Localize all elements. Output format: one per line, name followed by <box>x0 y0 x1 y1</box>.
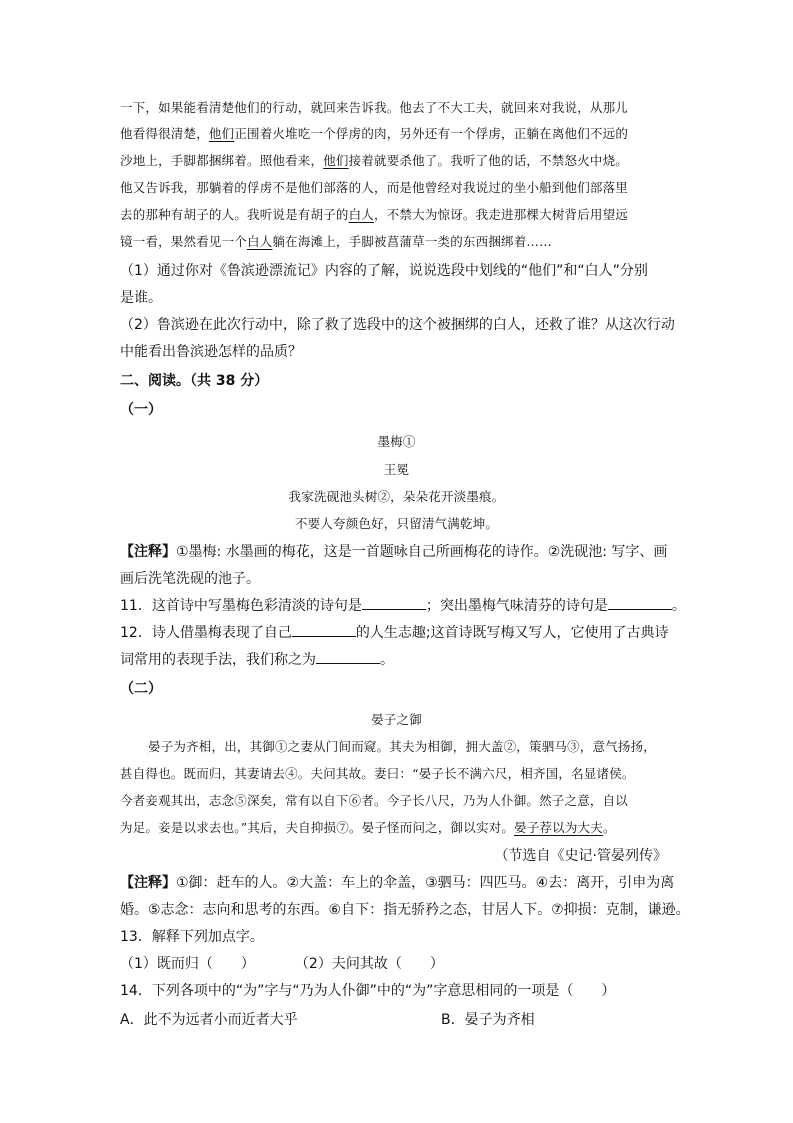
question-text: ；突出墨梅气味清芬的诗句是 <box>425 598 608 614</box>
question-12-line-2 <box>120 649 394 669</box>
question-1-line-2: 是谁。 <box>120 290 162 306</box>
passage-text: 他又告诉我，那躺着的俘虏不是他们部落的人，而是他曾经对我说过的坐小船到他们部落里 <box>120 180 629 195</box>
section-title: 二、阅读。（共 38 分） <box>120 373 269 389</box>
poem-title: 墨梅① <box>377 434 416 449</box>
underlined-they: 他们 <box>323 153 349 168</box>
passage-text: 为足。妾是以求去也。”其后，夫自抑损⑦。晏子怪而问之，御以实对。 <box>120 820 515 835</box>
answer-blank[interactable] <box>316 651 380 664</box>
passage-text: ，不禁大为惊讶。我走进那棵大树背后用望远 <box>374 207 629 222</box>
question-text: 11．这首诗中写墨梅色彩清淡的诗句是 <box>120 598 362 614</box>
option-b: B．晏子为齐相 <box>441 1012 535 1028</box>
passage-line-6 <box>120 232 552 250</box>
passage-text: 一下，如果能看清楚他们的行动，就回来告诉我。他去了不大工夫，就回来对我说，从那儿 <box>120 100 629 115</box>
question-11 <box>120 595 686 615</box>
part-2-label: （二） <box>120 681 162 697</box>
question-text: 。 <box>380 652 394 668</box>
passage-text: 他看得很清楚， <box>120 126 209 141</box>
answer-blank[interactable] <box>608 597 672 610</box>
poem-note-line-1 <box>120 541 667 561</box>
answer-blank[interactable] <box>362 597 426 610</box>
underlined-they: 他们 <box>208 126 235 141</box>
answer-blank[interactable] <box>292 624 356 637</box>
poem-author: 王冕 <box>383 462 410 477</box>
part-1-label: （一） <box>120 402 162 418</box>
question-2-line-1: （2）鲁滨逊在此次行动中，除了救了选段中的这个被捆绑的白人，还救了谁？从这次行动 <box>120 317 675 333</box>
passage-text: 去的那种有胡子的人。我听说是有胡子的 <box>120 207 349 222</box>
passage-text: 沙地上，手脚都捆绑着。照他看来， <box>120 153 324 168</box>
note-text: ①御：赶车的人。②大盖：车上的伞盖，③驷马：四匹马。④去：离开，引申为离 <box>176 875 675 891</box>
underlined-sentence: 晏子荐以为大夫 <box>514 820 603 835</box>
poem-verse-1: 我家洗砚池头树②，朵朵花开淡墨痕。 <box>288 489 505 504</box>
passage-text: 接着就要杀他了。我听了他的话，不禁怒火中烧。 <box>348 153 629 168</box>
poem-note-line-2: 画后洗笔洗砚的池子。 <box>120 571 260 587</box>
question-text: 的人生志趣;这首诗既写梅又写人，它使用了古典诗 <box>355 625 669 641</box>
question-13-item-2: （2）夫问其故（ ） <box>294 956 444 972</box>
question-13-item-1: （1）既而归（ ） <box>120 956 255 972</box>
underlined-white-man: 白人 <box>348 207 375 222</box>
passage-2-line-4 <box>120 818 616 836</box>
question-12-line-1 <box>120 622 669 642</box>
question-text: 12．诗人借墨梅表现了自己 <box>120 625 292 641</box>
note-label: 【注释】 <box>120 875 176 891</box>
question-13: 13．解释下列加点字。 <box>120 929 264 945</box>
question-13-items <box>120 953 444 973</box>
passage-line-1 <box>120 98 628 116</box>
underlined-white-man: 白人 <box>247 234 273 249</box>
question-2-line-2: 中能看出鲁滨逊怎样的品质？ <box>120 344 302 360</box>
passage-line-2 <box>120 124 628 142</box>
passage-2-line-1: 晏子为齐相，出，其御①之妻从门间而窥。其夫为相御，拥大盖②，策驷马③，意气扬扬， <box>148 739 657 754</box>
note-label: 【注释】 <box>120 544 176 560</box>
passage-2-line-2: 甚自得也。既而归，其妻请去④。夫问其故。妻曰：“晏子长不满六尺，相齐国，名显诸侯。 <box>120 766 635 781</box>
passage-2-title: 晏子之御 <box>371 712 422 727</box>
passage-text: 躺在海滩上，手脚被菖蒲草一类的东西捆绑着…… <box>272 234 552 249</box>
question-text: 词常用的表现手法，我们称之为 <box>120 652 316 668</box>
question-1-line-1: （1）通过你对《鲁滨逊漂流记》内容的了解，说说选段中划线的“他们”和“白人”分别 <box>120 263 648 279</box>
passage-2-line-3: 今者妾观其出，志念⑤深矣，常有以自下⑥者。今子长八尺，乃为人仆御。然子之意，自以 <box>120 793 629 808</box>
passage-2-source: （节选自《史记·管晏列传》 <box>494 848 667 864</box>
passage-text: 正围着火堆吃一个俘虏的肉，另外还有一个俘虏，正躺在离他们不远的 <box>234 126 629 141</box>
passage-text: 。 <box>602 820 616 835</box>
question-text: 。 <box>671 598 686 614</box>
passage-2-note-line-2: 婚。⑤志念：志向和思考的东西。⑥自下：指无骄矜之态，甘居人下。⑦抑损：克制，谦逊。 <box>120 902 690 918</box>
passage-line-4 <box>120 178 628 196</box>
passage-text: 镜一看，果然看见一个 <box>120 234 248 249</box>
poem-verse-2: 不要人夸颜色好，只留清气满乾坤。 <box>294 516 499 531</box>
passage-2-note-line-1 <box>120 872 674 892</box>
passage-line-5 <box>120 205 628 223</box>
passage-line-3 <box>120 151 628 169</box>
note-text: ①墨梅: 水墨画的梅花，这是一首题咏自己所画梅花的诗作。②洗砚池: 写字、画 <box>176 544 668 560</box>
question-14: 14．下列各项中的“为”字与“乃为人仆御”中的“为”字意思相同的一项是（ ） <box>120 983 616 999</box>
option-a: A．此不为远者小而近者大乎 <box>120 1012 298 1028</box>
